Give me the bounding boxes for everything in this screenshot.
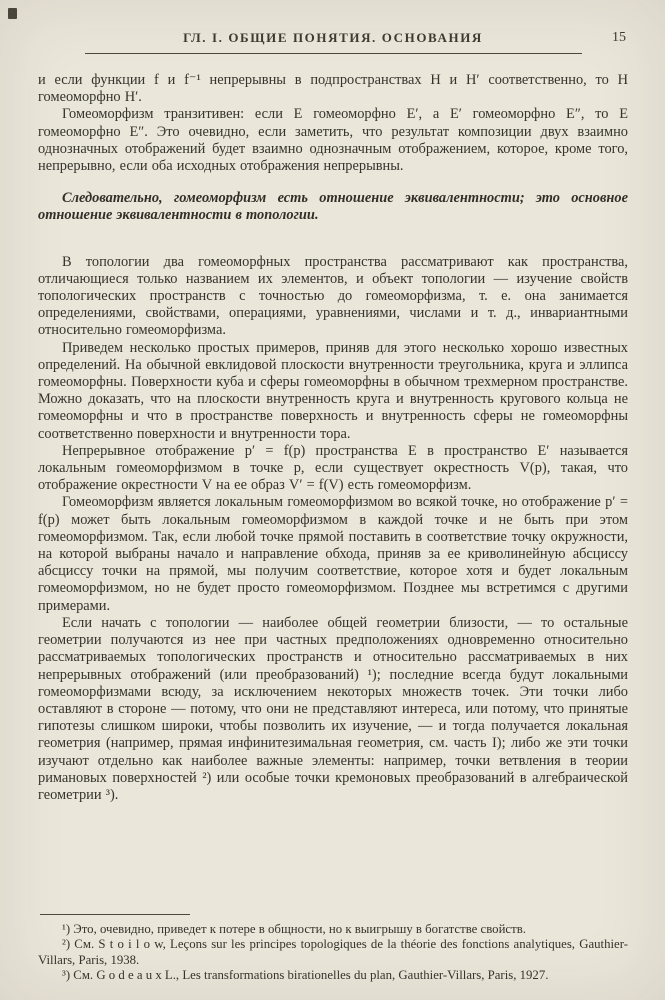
header-rule xyxy=(85,53,582,54)
paragraph: В топологии два гомеоморфных пространства рассматривают как пространства, отличающиеся только названием их элементов, и объект топологии — изучение свойств топологических пространств с точностью до гомеоморфизма, т. е. она занимается определениями, свойствами, операциями, уравнениями, числами и т. д., инвариантными относительно гомеоморфизма. xyxy=(38,253,628,339)
chapter-header: ГЛ. I. ОБЩИЕ ПОНЯТИЯ. ОСНОВАНИЯ xyxy=(183,30,483,45)
body-text xyxy=(38,72,628,804)
footnote: ³) См. G o d e a u x L., Les transformations birationelles du plan, Gauthier-Villars, Paris, 1927. xyxy=(62,968,549,983)
footnote: ²) См. S t o i l o w, Leçons sur les principes topologiques de la théorie des fonctions analytiques, Gauthier-Villars, Paris, 1938. xyxy=(38,937,628,967)
paragraph: Гомеоморфизм транзитивен: если E гомеоморфно E′, а E′ гомеоморфно E″, то E гомеоморфно E″. Это очевидно, если заметить, что результат композиции двух взаимно однозначных отображений будет взаимно однозначным отображением, которое, кроме того, непрерывно, если оба исходных отображения непрерывны. xyxy=(38,106,628,175)
paragraph: Приведем несколько простых примеров, приняв для этого несколько хорошо известных определений. На обычной евклидовой плоскости внутренности треугольника, круга и эллипса гомеоморфны. Поверхности куба и сферы гомеоморфны в обычном трехмерном пространстве. Можно доказать, что на плоскости внутренность круга и внутренность кругового кольца не гомеоморфны и что в пространстве поверхность и внутренность сферы не гомеоморфны соответственно поверхности и внутренности тора. xyxy=(38,339,628,442)
footnote: ¹) Это, очевидно, приведет к потере в общности, но к выигрышу в богатстве свойств. xyxy=(62,921,526,936)
footnote-separator xyxy=(40,914,190,915)
footnote-area xyxy=(38,914,628,984)
scan-mark xyxy=(8,8,17,19)
paragraph: Если начать с топологии — наиболее общей геометрии близости, — то остальные геометрии получаются из нее при частных предположениях одновременно относительно рассматриваемых топологических пространств и относительно рассматриваемых в них непрерывных отображений (или преобразований) ¹); последние всегда будут локальными гомеоморфизмами всюду, за исключением некоторых множеств точек. Эти точки либо оставляют в стороне — потому, что они не представляют интереса, или потому, что принятые гипотезы слишком широки, чтобы позволить их изучение, — и тогда получается локальная геометрия (например, прямая инфинитезимальная геометрия, см. часть I); либо же эти точки изучают отдельно как наиболее важные элементы: например, точки ветвления в теории римановых поверхностей ²) или особые точки кремоновых преобразований в алгебраической геометрии ³). xyxy=(38,614,628,803)
page-header xyxy=(38,30,628,48)
paragraph: Непрерывное отображение p′ = f(p) пространства E в пространство E′ называется локальным гомеоморфизмом в точке p, если существует окрестность V(p), такая, что отображение окрестности V на ее образ V′ = f(V) есть гомеоморфизм. xyxy=(38,442,628,494)
page-number: 15 xyxy=(612,30,626,45)
paragraph-emphasis: Следовательно, гомеоморфизм есть отношение эквивалентности; это основное отношение эквивалентности в топологии. xyxy=(38,190,628,224)
paragraph: Гомеоморфизм является локальным гомеоморфизмом во всякой точке, но отображение p′ = f(p) может быть локальным гомеоморфизмом в каждой точке и не быть при этом гомеоморфизмом. Так, если любой точке прямой поставить в соответствие точку окружности, на которой выбраны начало и направление обхода, приняв за ее криволинейную абсциссу абсциссу точки на прямой, мы получим соответствие, которое хотя и будет локальным гомеоморфизмом, но не будет просто гомеоморфизмом. Позднее мы встретимся с другими примерами. xyxy=(38,494,628,614)
paragraph-continuation: и если функции f и f⁻¹ непрерывны в подпространствах H и H′ соответственно, то H гомеоморфно H′. xyxy=(38,72,628,106)
